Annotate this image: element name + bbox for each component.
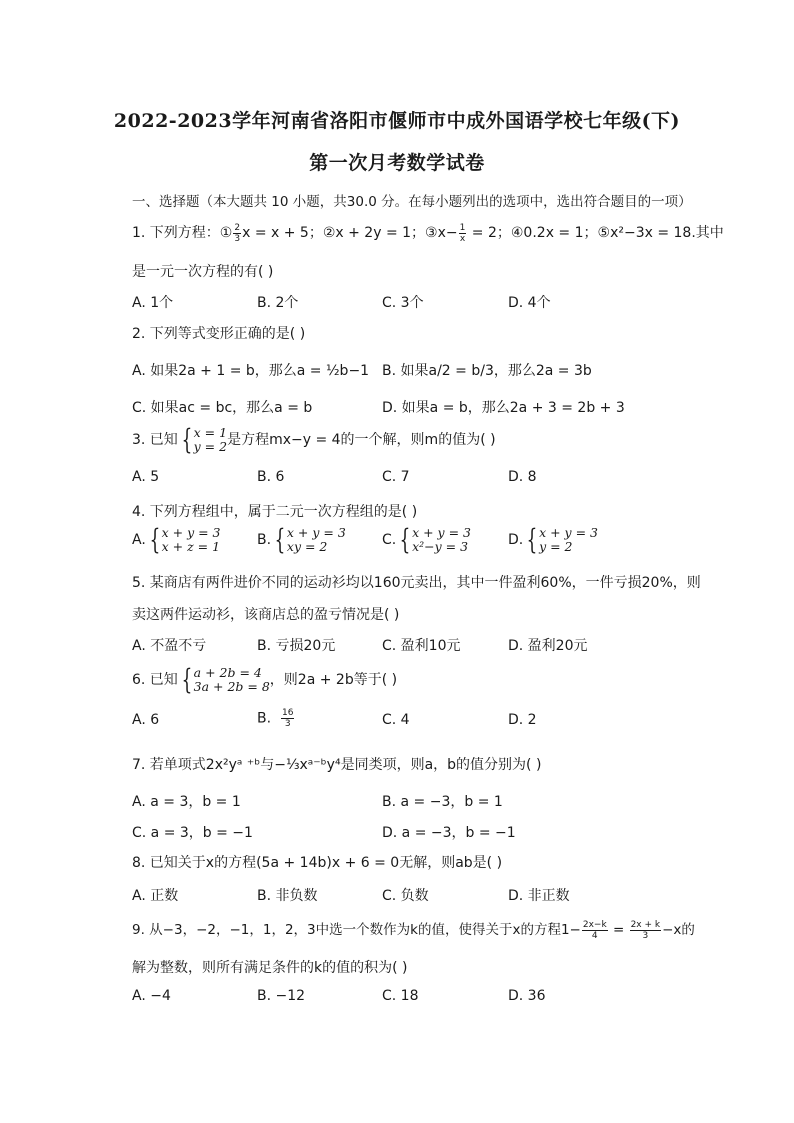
q8-option-b[interactable]: B. 非负数 xyxy=(257,888,318,904)
q1-text-b: x = x + 5；②x + 2y = 1；③x− xyxy=(242,225,458,241)
q6-option-b[interactable] xyxy=(257,708,295,729)
q4-label-d: D. xyxy=(508,532,524,548)
brace-icon: { xyxy=(526,523,538,556)
brace-icon: { xyxy=(149,523,161,556)
q9-fraction-1 xyxy=(582,920,608,941)
q9-eq: = xyxy=(608,922,629,938)
q9-f2-num: 2x + k xyxy=(630,919,661,930)
q4-option-d[interactable] xyxy=(508,523,598,556)
q1-frac-den: 3 xyxy=(234,233,241,244)
q6-pre: 6. 已知 xyxy=(132,672,178,688)
q3-option-d[interactable]: D. 8 xyxy=(508,469,537,485)
question-2-stem: 2. 下列等式变形正确的是( ) xyxy=(132,326,306,342)
q3-system xyxy=(178,423,228,456)
q3-option-b[interactable]: B. 6 xyxy=(257,469,285,485)
q6-system xyxy=(178,663,270,696)
question-3-stem xyxy=(132,423,496,456)
title-line-1: 2022-2023学年河南省洛阳市偃师市中成外国语学校七年级(下) xyxy=(113,110,681,132)
q1-text-c: = 2；④0.2x = 1；⑤x²−3x = 18.其中 xyxy=(467,225,724,241)
q1-option-a[interactable]: A. 1个 xyxy=(132,295,174,311)
q6-option-a[interactable]: A. 6 xyxy=(132,712,160,728)
q5-option-a[interactable]: A. 不盈不亏 xyxy=(132,638,207,654)
q6-eq-2: 3a + 2b = 8 xyxy=(193,679,270,694)
q1-option-c[interactable]: C. 3个 xyxy=(382,295,424,311)
q3-option-a[interactable]: A. 5 xyxy=(132,469,160,485)
question-4-stem: 4. 下列方程组中，属于二元一次方程组的是( ) xyxy=(132,504,418,520)
q9-option-b[interactable]: B. −12 xyxy=(257,988,306,1004)
q4-option-b[interactable] xyxy=(257,523,346,556)
q1-fraction-2 xyxy=(459,223,467,244)
q4-option-c[interactable] xyxy=(382,523,471,556)
q2-option-a[interactable]: A. 如果2a + 1 = b，那么a = ½b−1 xyxy=(132,363,370,379)
q4c-eq2: x²−y = 3 xyxy=(412,539,469,554)
q1-option-b[interactable]: B. 2个 xyxy=(257,295,299,311)
q9-fraction-2 xyxy=(630,920,662,941)
q9-f1-num: 2x−k xyxy=(582,919,607,930)
q7-option-d[interactable]: D. a = −3，b = −1 xyxy=(382,825,516,841)
q9-text-a: 9. 从−3，−2，−1，1，2，3中选一个数作为k的值，使得关于x的方程1− xyxy=(132,922,581,938)
brace-icon: { xyxy=(181,663,193,696)
q7-option-a[interactable]: A. a = 3，b = 1 xyxy=(132,794,241,810)
q4-label-b: B. xyxy=(257,532,272,548)
q1-frac2-num: 1 xyxy=(459,222,466,233)
q6-post: ，则2a + 2b等于( ) xyxy=(269,672,398,688)
q4-option-a[interactable] xyxy=(132,523,221,556)
q2-option-b[interactable]: B. 如果a/2 = b/3，那么2a = 3b xyxy=(382,363,592,379)
q5-option-d[interactable]: D. 盈利20元 xyxy=(508,638,588,654)
q3-eq-1: x = 1 xyxy=(193,425,228,440)
q4d-eq1: x + y = 3 xyxy=(539,525,598,540)
q3-option-c[interactable]: C. 7 xyxy=(382,469,410,485)
q1-option-d[interactable]: D. 4个 xyxy=(508,295,551,311)
question-5-line-1: 5. 某商店有两件进价不同的运动衫均以160元卖出，其中一件盈利60%，一件亏损20%，则 xyxy=(132,575,701,591)
q1-fraction xyxy=(233,223,241,244)
q6-b-num: 16 xyxy=(281,708,294,718)
question-5-line-2: 卖这两件运动衫，该商店总的盈亏情况是( ) xyxy=(132,607,400,623)
q4-label-c: C. xyxy=(382,532,397,548)
q7-option-b[interactable]: B. a = −3，b = 1 xyxy=(382,794,503,810)
question-1-line-1 xyxy=(132,222,724,244)
brace-icon: { xyxy=(274,523,286,556)
q4-label-a: A. xyxy=(132,532,146,548)
q1-text-a: 1. 下列方程：① xyxy=(132,225,233,241)
q7-option-c[interactable]: C. a = 3，b = −1 xyxy=(132,825,253,841)
q5-option-b[interactable]: B. 亏损20元 xyxy=(257,638,336,654)
q6-option-c[interactable]: C. 4 xyxy=(382,712,410,728)
question-8-stem: 8. 已知关于x的方程(5a + 14b)x + 6 = 0无解，则ab是( ) xyxy=(132,855,503,871)
q4c-eq1: x + y = 3 xyxy=(412,525,471,540)
q4a-eq1: x + y = 3 xyxy=(161,525,221,540)
q9-option-a[interactable]: A. −4 xyxy=(132,988,171,1004)
q9-text-b: −x的 xyxy=(662,922,695,938)
question-1-line-2: 是一元一次方程的有( ) xyxy=(132,264,274,280)
question-7-stem: 7. 若单项式2x²yᵃ ⁺ᵇ与−⅓xᵃ⁻ᵇy⁴是同类项，则a，b的值分别为( ) xyxy=(132,757,542,773)
q8-option-a[interactable]: A. 正数 xyxy=(132,888,179,904)
brace-icon: { xyxy=(399,523,411,556)
q3-eq-2: y = 2 xyxy=(193,439,228,454)
q6-b-den: 3 xyxy=(284,719,291,729)
q4b-eq2: xy = 2 xyxy=(286,539,328,554)
q8-option-c[interactable]: C. 负数 xyxy=(382,888,429,904)
q6-b-fraction xyxy=(281,708,294,729)
q4a-eq2: x + z = 1 xyxy=(161,539,221,554)
q9-option-c[interactable]: C. 18 xyxy=(382,988,419,1004)
q1-frac2-den: x xyxy=(459,233,466,244)
q2-option-c[interactable]: C. 如果ac = bc，那么a = b xyxy=(132,400,313,416)
q4d-eq2: y = 2 xyxy=(539,539,573,554)
question-6-stem xyxy=(132,663,398,696)
q3-pre: 3. 已知 xyxy=(132,432,178,448)
q5-option-c[interactable]: C. 盈利10元 xyxy=(382,638,461,654)
q6-label-b: B. xyxy=(257,710,272,727)
q9-f1-den: 4 xyxy=(591,930,598,941)
q9-option-d[interactable]: D. 36 xyxy=(508,988,546,1004)
q6-option-d[interactable]: D. 2 xyxy=(508,712,537,728)
q1-frac-num: 2 xyxy=(234,222,241,233)
q3-post: 是方程mx−y = 4的一个解，则m的值为( ) xyxy=(227,432,496,448)
brace-icon: { xyxy=(181,423,193,456)
q4b-eq1: x + y = 3 xyxy=(286,525,346,540)
q6-eq-1: a + 2b = 4 xyxy=(193,665,262,680)
title-line-2: 第一次月考数学试卷 xyxy=(309,152,485,174)
section-heading: 一、选择题（本大题共 10 小题，共30.0 分。在每小题列出的选项中，选出符合题目的一项） xyxy=(132,194,692,210)
question-9-line-2: 解为整数，则所有满足条件的k的值的积为( ) xyxy=(132,960,408,976)
q8-option-d[interactable]: D. 非正数 xyxy=(508,888,570,904)
q9-f2-den: 3 xyxy=(642,930,649,941)
q2-option-d[interactable]: D. 如果a = b，那么2a + 3 = 2b + 3 xyxy=(382,400,625,416)
question-9-line-1 xyxy=(132,918,695,941)
